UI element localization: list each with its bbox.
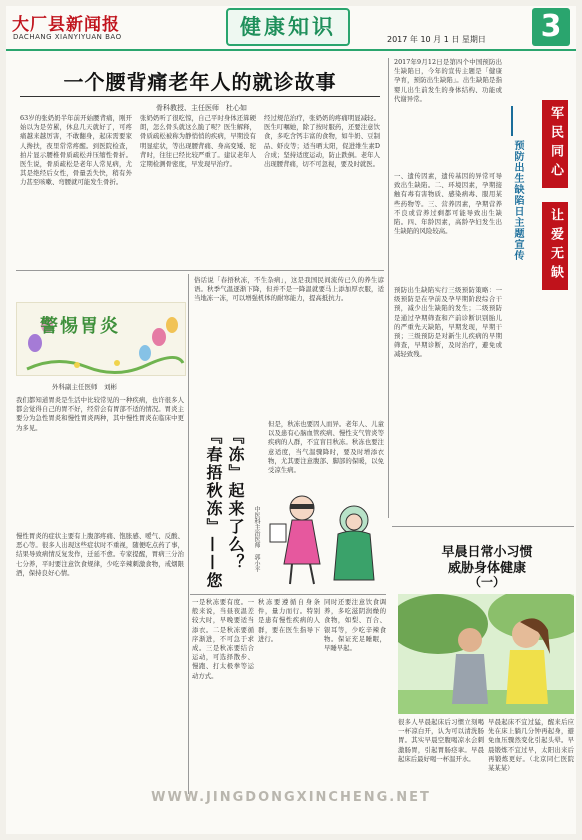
slogan-tag: 军民同心 [542, 100, 568, 188]
article-column: 但是，秋冻也要因人而异。老年人、儿童以及患有心脑血管疾病、慢性支气管炎等疾病的人群，不宜盲目秋冻。秋冻也要注意适度，当气温骤降时，要及时增添衣物，尤其要注意腹部、脚部的保暖，以免受凉生病。 [268, 420, 384, 475]
article-column: 一是秋冻要有度。一般来说，当昼夜温差较大时，早晚要适当添衣。二是秋冻要循序渐进，不可急于求成。三是秋冻要结合运动，可选择散步、慢跑、打太极拳等运动方式。 [192, 598, 254, 680]
habits-title: 威胁身体健康 [447, 561, 526, 576]
article-headline: 一个腰背痛老年人的就诊故事 [63, 70, 337, 94]
cartoon-illustration-icon [262, 484, 386, 590]
newspaper-name: 大厂县新闻报 [12, 15, 120, 35]
stomach-title: 警惕胃炎 [40, 316, 120, 337]
masthead-rule [6, 49, 576, 51]
newspaper-page [6, 6, 576, 834]
article-column: 63岁的张奶奶半年前开始腰背痛，刚开始以为是劳累，休息几天就好了，可疼痛越来越厉害，不敢翻身，起床需要家人搀扶，夜里常常疼醒。到医院检查，拍片显示腰椎骨质疏松并压缩性骨折。医生说，骨质疏松是老年人常见病，尤其是绝经后女性，骨量丢失快，稍有外力甚至咳嗽、弯腰就可能发生骨折。 [20, 114, 132, 187]
section-divider [392, 526, 574, 527]
side-vertical-title: 预防出生缺陷日主题宣传 [512, 140, 523, 261]
article-column: 张奶奶听了很吃惊，自己平时身体还算硬朗，怎么骨头就这么脆了呢？医生解释，骨质疏松被称为静悄悄的疾病，早期没有明显症状，等出现腰背痛、身高变矮、驼背时，往往已经比较严重了。建议老年人定期检测骨密度，早发现早治疗。 [140, 114, 256, 169]
article-byline: 骨科教授、主任医师 杜心如 [156, 104, 247, 112]
column-divider [188, 274, 189, 794]
article-column: 俗话说「春捂秋冻，不生杂病」，这是我国民间流传已久的养生谚语。秋季气温逐渐下降，但并不是一降温就要马上添加厚衣服，适当地冻一冻，可以增强机体的耐寒能力，提高抵抗力。 [194, 276, 384, 303]
column-divider [388, 58, 389, 518]
section-divider [16, 270, 384, 271]
article-column: 早晨起床不宜过猛，醒来后应先在床上躺几分钟再起身，避免血压骤然变化引起头晕。早晨锻炼不宜过早，太阳出来后再锻炼更好。（北京同仁医院 某某某） [488, 718, 574, 773]
slogan-tag: 让爱无缺 [542, 202, 568, 290]
section-divider [190, 594, 386, 595]
article-column: 同时还要注意饮食调养，多吃滋阴润燥的食物，如梨、百合、银耳等，少吃辛辣食物。保证充足睡眠，早睡早起。 [324, 598, 386, 653]
article-column: 我们都知道胃炎是生活中比较常见的一种疾病，也许很多人都会觉得自己的胃不好，经常会有胃部不适的情况。胃炎主要分为急性胃炎和慢性胃炎两种，其中慢性胃炎在临床中更为多见。 [16, 396, 184, 432]
side-arrow [511, 106, 513, 136]
article-column: 经过规范治疗，张奶奶的疼痛明显减轻。医生叮嘱她，除了按时服药，还要注意饮食，多吃含钙丰富的食物，如牛奶、豆制品、虾皮等；适当晒太阳，促进维生素D合成；坚持适度运动，防止跌倒。老年人出现腰背痛，切不可忽视，要及时就医。 [264, 114, 380, 169]
article-column: 秋冻要遵循自身条件，量力而行。特别是患有慢性疾病的人群，要在医生指导下进行。 [258, 598, 320, 643]
habits-title: （一） [468, 575, 505, 589]
section-title: 健康知识 [226, 8, 350, 46]
article-column: 预防出生缺陷实行三级预防策略：一级预防是在孕前及孕早期阶段综合干预，减少出生缺陷的发生；二级预防是通过孕期筛查和产前诊断识别胎儿的严重先天缺陷，早期发现，早期干预；三级预防是对新生儿疾病的早期筛查，早期诊断，及时治疗，避免或减轻致残。 [394, 286, 502, 359]
article-column: 一、遗传因素，遗传基因的异常可导致出生缺陷。二、环境因素，孕期接触有毒有害物质、感染病毒、服用某些药物等。三、营养因素，孕期营养不良或营养过剩都可能导致出生缺陷。四、年龄因素，高龄孕妇发生出生缺陷的风险较高。 [394, 172, 502, 236]
article-column: 慢性胃炎的症状主要有上腹部疼痛、饱胀感、嗳气、反酸、恶心等。很多人出现这些症状时不重视，随便吃点药了事，结果导致病情反复发作，迁延不愈。专家提醒，胃病三分治七分养，平时要注意饮食规律，少吃辛辣刺激食物，戒烟限酒，保持良好心情。 [16, 532, 184, 577]
page-number: 3 [532, 8, 570, 46]
headline-rule [20, 96, 380, 97]
autumn-author: 中医科主治医师 郭小平 [253, 506, 260, 572]
site-watermark: WWW.JINGDONGXINCHENG.NET [151, 790, 431, 805]
article-column: 很多人早晨起床后习惯立刻喝一杯凉白开，认为可以清洗肠胃。其实早晨空腹喝凉水会刺激肠胃，引起胃肠痉挛。早晨起床后最好喝一杯温开水。 [398, 718, 484, 763]
issue-date: 2017 年 10 月 1 日 星期日 [387, 35, 486, 44]
stomach-byline: 外科副主任医师 刘彬 [52, 383, 117, 391]
running-photo [398, 594, 574, 714]
autumn-title-part: 『春捂秋冻』——您 [204, 428, 223, 590]
habits-title: 早晨日常小习惯 [441, 545, 533, 560]
newspaper-pinyin: DACHANG XIANYIYUAN BAO [13, 33, 122, 41]
joggers-photo-icon [398, 594, 574, 714]
autumn-title-part: 『冻』起来了么？ [226, 428, 245, 572]
masthead [6, 6, 576, 52]
article-column: 2017年9月12日是第四个中国预防出生缺陷日，今年的宣传主题是「健康孕育，预防出生缺陷」。出生缺陷是指婴儿出生前发生的身体结构、功能或代谢异常。 [394, 58, 502, 103]
